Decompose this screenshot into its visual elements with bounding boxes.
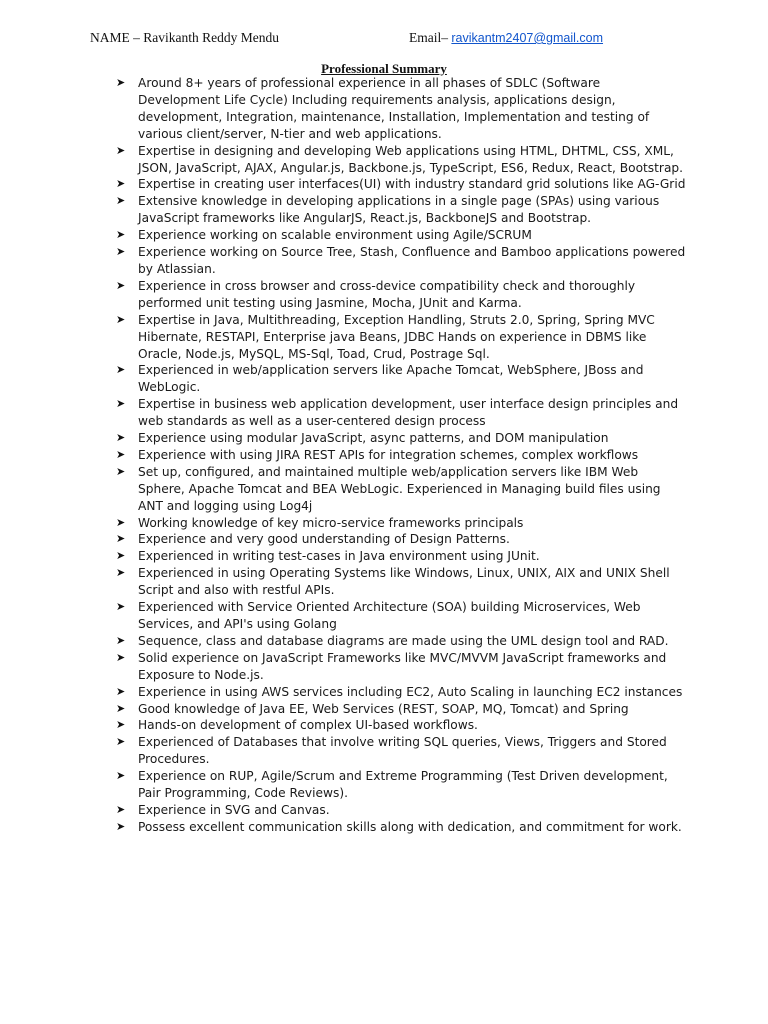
- summary-item: [116, 193, 686, 227]
- email-link[interactable]: ravikantm2407@gmail.com: [451, 31, 604, 45]
- summary-item-text: Experience on RUP, Agile/Scrum and Extreme Programming (Test Driven development, Pair Programming, Code Reviews).: [138, 769, 668, 801]
- summary-item-text: Experience in SVG and Canvas.: [138, 802, 330, 817]
- email-line: [409, 30, 603, 46]
- summary-item: [116, 717, 686, 734]
- summary-item-text: Experienced in writing test-cases in Java environment using JUnit.: [138, 549, 540, 564]
- summary-item: [116, 819, 686, 836]
- arrow-bullet-icon: ➤: [116, 718, 126, 732]
- summary-item: [116, 176, 686, 193]
- summary-item-text: Around 8+ years of professional experience in all phases of SDLC (Software Development Life Cycle) Including requirements analysis, applications design, development, Integration, maintenance, Installation, Implementation and testing of various client/server, N-tier and web applications.: [138, 76, 650, 141]
- summary-item: [116, 278, 686, 312]
- arrow-bullet-icon: ➤: [116, 312, 126, 326]
- summary-item: [116, 548, 686, 565]
- arrow-bullet-icon: ➤: [116, 177, 126, 191]
- summary-item-text: Good knowledge of Java EE, Web Services (REST, SOAP, MQ, Tomcat) and Spring: [138, 701, 629, 716]
- arrow-bullet-icon: ➤: [116, 600, 126, 614]
- summary-item: [116, 396, 686, 430]
- summary-item: [116, 768, 686, 802]
- candidate-name: NAME – Ravikanth Reddy Mendu: [90, 30, 279, 45]
- arrow-bullet-icon: ➤: [116, 802, 126, 816]
- summary-item-text: Expertise in business web application development, user interface design principles and web standards as well as a user-centered design process: [138, 397, 679, 429]
- summary-item-text: Expertise in Java, Multithreading, Exception Handling, Struts 2.0, Spring, Spring MVC Hibernate, RESTAPI, Enterprise java Beans, JDBC Hands on experience in DBMS like Oracle, Node.js, MySQL, MS-Sql, Toad, Crud, Postrage Sql.: [138, 312, 655, 361]
- arrow-bullet-icon: ➤: [116, 143, 126, 157]
- summary-item-text: Solid experience on JavaScript Frameworks like MVC/MVVM JavaScript frameworks and Exposure to Node.js.: [138, 650, 667, 682]
- email-label: Email–: [409, 30, 452, 45]
- arrow-bullet-icon: ➤: [116, 819, 126, 833]
- arrow-bullet-icon: ➤: [116, 532, 126, 546]
- summary-list: [116, 75, 686, 836]
- summary-item: [116, 244, 686, 278]
- summary-item: [116, 599, 686, 633]
- summary-item: [116, 565, 686, 599]
- arrow-bullet-icon: ➤: [116, 194, 126, 208]
- summary-item-text: Experience and very good understanding of Design Patterns.: [138, 532, 510, 547]
- arrow-bullet-icon: ➤: [116, 566, 126, 580]
- summary-item-text: Experience using modular JavaScript, async patterns, and DOM manipulation: [138, 431, 609, 446]
- arrow-bullet-icon: ➤: [116, 549, 126, 563]
- arrow-bullet-icon: ➤: [116, 245, 126, 259]
- summary-item: [116, 650, 686, 684]
- arrow-bullet-icon: ➤: [116, 650, 126, 664]
- summary-item-text: Hands-on development of complex UI-based workflows.: [138, 718, 478, 733]
- arrow-bullet-icon: ➤: [116, 431, 126, 445]
- summary-item-text: Experience in cross browser and cross-device compatibility check and thoroughly performed unit testing using Jasmine, Mocha, JUnit and Karma.: [138, 278, 636, 310]
- arrow-bullet-icon: ➤: [116, 228, 126, 242]
- summary-item: [116, 143, 686, 177]
- section-title: Professional Summary: [321, 61, 447, 76]
- summary-item: [116, 75, 686, 143]
- summary-item-text: Extensive knowledge in developing applications in a single page (SPAs) using various JavaScript frameworks like AngularJS, React.js, BackboneJS and Bootstrap.: [138, 194, 660, 226]
- arrow-bullet-icon: ➤: [116, 735, 126, 749]
- arrow-bullet-icon: ➤: [116, 447, 126, 461]
- summary-item: [116, 701, 686, 718]
- arrow-bullet-icon: ➤: [116, 701, 126, 715]
- summary-item-text: Expertise in creating user interfaces(UI) with industry standard grid solutions like AG-Grid: [138, 177, 686, 192]
- summary-item: [116, 531, 686, 548]
- summary-item-text: Experience working on Source Tree, Stash, Confluence and Bamboo applications powered by Atlassian.: [138, 245, 686, 276]
- summary-item-text: Expertise in designing and developing Web applications using HTML, DHTML, CSS, XML, JSON, JavaScript, AJAX, Angular.js, Backbone.js, TypeScript, ES6, Redux, React, Bootstrap.: [138, 143, 684, 175]
- arrow-bullet-icon: ➤: [116, 769, 126, 783]
- summary-item: [116, 362, 686, 396]
- summary-item: [116, 515, 686, 532]
- summary-item-text: Experienced with Service Oriented Architecture (SOA) building Microservices, Web Services, and API's using Golang: [138, 600, 641, 631]
- summary-item: [116, 684, 686, 701]
- arrow-bullet-icon: ➤: [116, 515, 126, 529]
- arrow-bullet-icon: ➤: [116, 464, 126, 478]
- summary-item: [116, 464, 686, 515]
- arrow-bullet-icon: ➤: [116, 633, 126, 647]
- summary-item-text: Experienced in web/application servers like Apache Tomcat, WebSphere, JBoss and WebLogic.: [138, 363, 644, 395]
- summary-item: [116, 802, 686, 819]
- summary-item: [116, 734, 686, 768]
- summary-item: [116, 633, 686, 650]
- summary-item: [116, 312, 686, 363]
- summary-item-text: Set up, configured, and maintained multiple web/application servers like IBM Web Sphere, Apache Tomcat and BEA WebLogic. Experienced in Managing build files using ANT and logging using Log4j: [138, 464, 661, 513]
- summary-item: [116, 447, 686, 464]
- summary-item: [116, 227, 686, 244]
- summary-item-text: Experienced of Databases that involve writing SQL queries, Views, Triggers and Stored Procedures.: [138, 735, 667, 767]
- summary-item-text: Experience with using JIRA REST APIs for integration schemes, complex workflows: [138, 447, 639, 462]
- arrow-bullet-icon: ➤: [116, 76, 126, 89]
- arrow-bullet-icon: ➤: [116, 278, 126, 292]
- summary-item-text: Possess excellent communication skills along with dedication, and commitment for work.: [138, 819, 682, 834]
- summary-item: [116, 430, 686, 447]
- summary-item-text: Sequence, class and database diagrams are made using the UML design tool and RAD.: [138, 633, 669, 648]
- summary-item-text: Working knowledge of key micro-service frameworks principals: [138, 515, 524, 530]
- arrow-bullet-icon: ➤: [116, 684, 126, 698]
- summary-item-text: Experience working on scalable environment using Agile/SCRUM: [138, 228, 532, 243]
- summary-item-text: Experienced in using Operating Systems like Windows, Linux, UNIX, AIX and UNIX Shell Script and also with restful APIs.: [138, 566, 670, 598]
- arrow-bullet-icon: ➤: [116, 363, 126, 377]
- summary-item-text: Experience in using AWS services including EC2, Auto Scaling in launching EC2 instances: [138, 684, 683, 699]
- arrow-bullet-icon: ➤: [116, 397, 126, 411]
